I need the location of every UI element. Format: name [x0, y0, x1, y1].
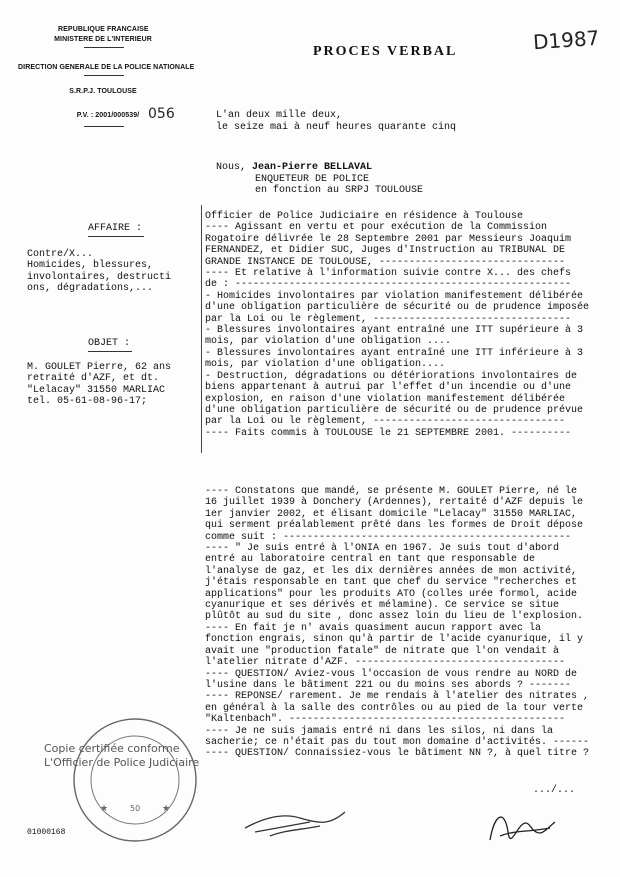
- header-rule-3: [84, 126, 124, 127]
- main-body-2: ---- Constatons que mandé, se présente M. GOULET Pierre, né le 16 juillet 1939 à Donchery (Ardennes), rertaité d'AZF depuis le 1er janvier 2002, et élisant domicile "Lelacay" 31550 MARLIAC, qui serment préalablement prêté dans les formes de Droit dépose comme suit : ------------------------------------------------ ---- " Je suis entré à l'ONIA en 1967. Je suis tout d'abord entré au laboratoire central en tant que responsable de l'analyse de gaz, et les dix dernières années de mon activité, j'étais responsable en tant que chef du service "recherches et applications" pour les produits ATO (colles urée formol, acide cyanurique et ses dérivés et mélamine). Ce service se situe plûtôt au sud du site , donc assez loin du lieu de l'explosion. ---- En fait je n' avais quasiment aucun rapport avec la fonction engrais, sinon qu'à partir de l'acide cyanurique, il y avait une "production fatale" de nitrate que l'on vendait à l'atelier nitrate d'AZF. ----------------------------------- ---- QUESTION/ Aviez-vous l'occasion de vous rendre au NORD de l'usine dans le bâtiment 221 ou du moins ses abords ? ------- ---- REPONSE/ rarement. Je me rendais à l'atelier des nitrates , en général à la salle des contrôles ou au pied de la tour verte "Kaltenbach". ---------------------------------------------- ---- Je ne suis jamais entré ni dans les silos, ni dans la sacherie; ce n'était pas du tout mon domaine d'activités. ------ ---- QUESTION/ Connaissiez-vous le bâtiment NN ?, à quel titre ?: [205, 486, 590, 760]
- header-republic: REPUBLIQUE FRANCAISE: [58, 26, 149, 33]
- signature-left: [240, 800, 350, 840]
- svg-text:★: ★: [100, 804, 109, 814]
- seal-number: 50: [130, 804, 141, 813]
- affaire-heading: AFFAIRE :: [88, 223, 143, 234]
- document-title: PROCES VERBAL: [313, 44, 458, 59]
- stamp-officer-line: L'Officier de Police Judiciaire: [44, 756, 200, 769]
- document-serial: 01000168: [27, 828, 66, 837]
- header-rule-2: [84, 75, 124, 76]
- column-divider: [201, 205, 202, 453]
- handwritten-reference: D1987: [532, 25, 601, 55]
- officer-rank: ENQUETEUR DE POLICE: [255, 174, 370, 185]
- objet-text: M. GOULET Pierre, 62 ans retraité d'AZF, et dt. "Lelacay" 31550 MARLIAC tel. 05-61-08-96-17;: [27, 362, 172, 408]
- svg-text:★: ★: [162, 804, 171, 814]
- page-continuation: .../...: [533, 785, 576, 796]
- police-seal-stamp: [70, 715, 200, 845]
- officer-posting: en fonction au SRPJ TOULOUSE: [255, 185, 424, 196]
- date-line-2: le seize mai à neuf heures quarante cinq: [216, 122, 457, 133]
- affaire-rule: [88, 236, 144, 237]
- main-body-1: Officier de Police Judiciaire en résidence à Toulouse ---- Agissant en vertu et pour exécution de la Commission Rogatoire délivrée le 28 Septembre 2001 par Messieurs Joaquim FERNANDEZ, et Didier SUC, Juges d'Instruction au TRIBUNAL DE GRANDE INSTANCE DE TOULOUSE, ------------------------------- ---- Et relative à l'information suivie contre X... des chefs de : -------------------------------------------------------- - Homicides involontaires par violation manifestement délibérée d'une obligation particulière de sécurité ou de prudence imposée par la Loi ou le règlement, --------------------------------- - Blessures involontaires ayant entraîné une ITT supérieure à 3 mois, par violation d'une obligation .... - Blessures involontaires ayant entraîné une ITT inférieure à 3 mois, par violation d'une obligation.... - Destruction, dégradations ou détériorations involontaires de biens appartenant à autrui par l'effet d'un incendie ou d'une explosion, en raison d'une violation manifestement délibérée d'une obligation particulière de sécurité ou de prudence prévue par la Loi ou le règlement, -------------------------------- ---- Faits commis à TOULOUSE le 21 SEPTEMBRE 2001. ----------: [205, 211, 590, 439]
- header-pv: P.V. : 2001/000539/: [76, 112, 140, 119]
- date-line-1: L'an deux mille deux,: [216, 110, 343, 121]
- header-ministry: MINISTERE DE L'INTERIEUR: [54, 36, 152, 43]
- affaire-text: Contre/X... Homicides, blessures, involontaires, destructi ons, dégradations,...: [27, 249, 172, 295]
- objet-rule: [88, 351, 132, 352]
- header-rule-1: [84, 47, 124, 48]
- header-srpj: S.R.P.J. TOULOUSE: [69, 88, 137, 95]
- officer-intro: Nous, Jean-Pierre BELLAVAL: [216, 162, 373, 173]
- objet-heading: OBJET :: [88, 338, 131, 349]
- header-direction: DIRECTION GENERALE DE LA POLICE NATIONALE: [18, 64, 195, 71]
- stamp-certified-copy: Copie certifiée conforme: [44, 742, 180, 755]
- pv-handwritten-number: 056: [148, 106, 175, 122]
- signature-right: [480, 802, 560, 847]
